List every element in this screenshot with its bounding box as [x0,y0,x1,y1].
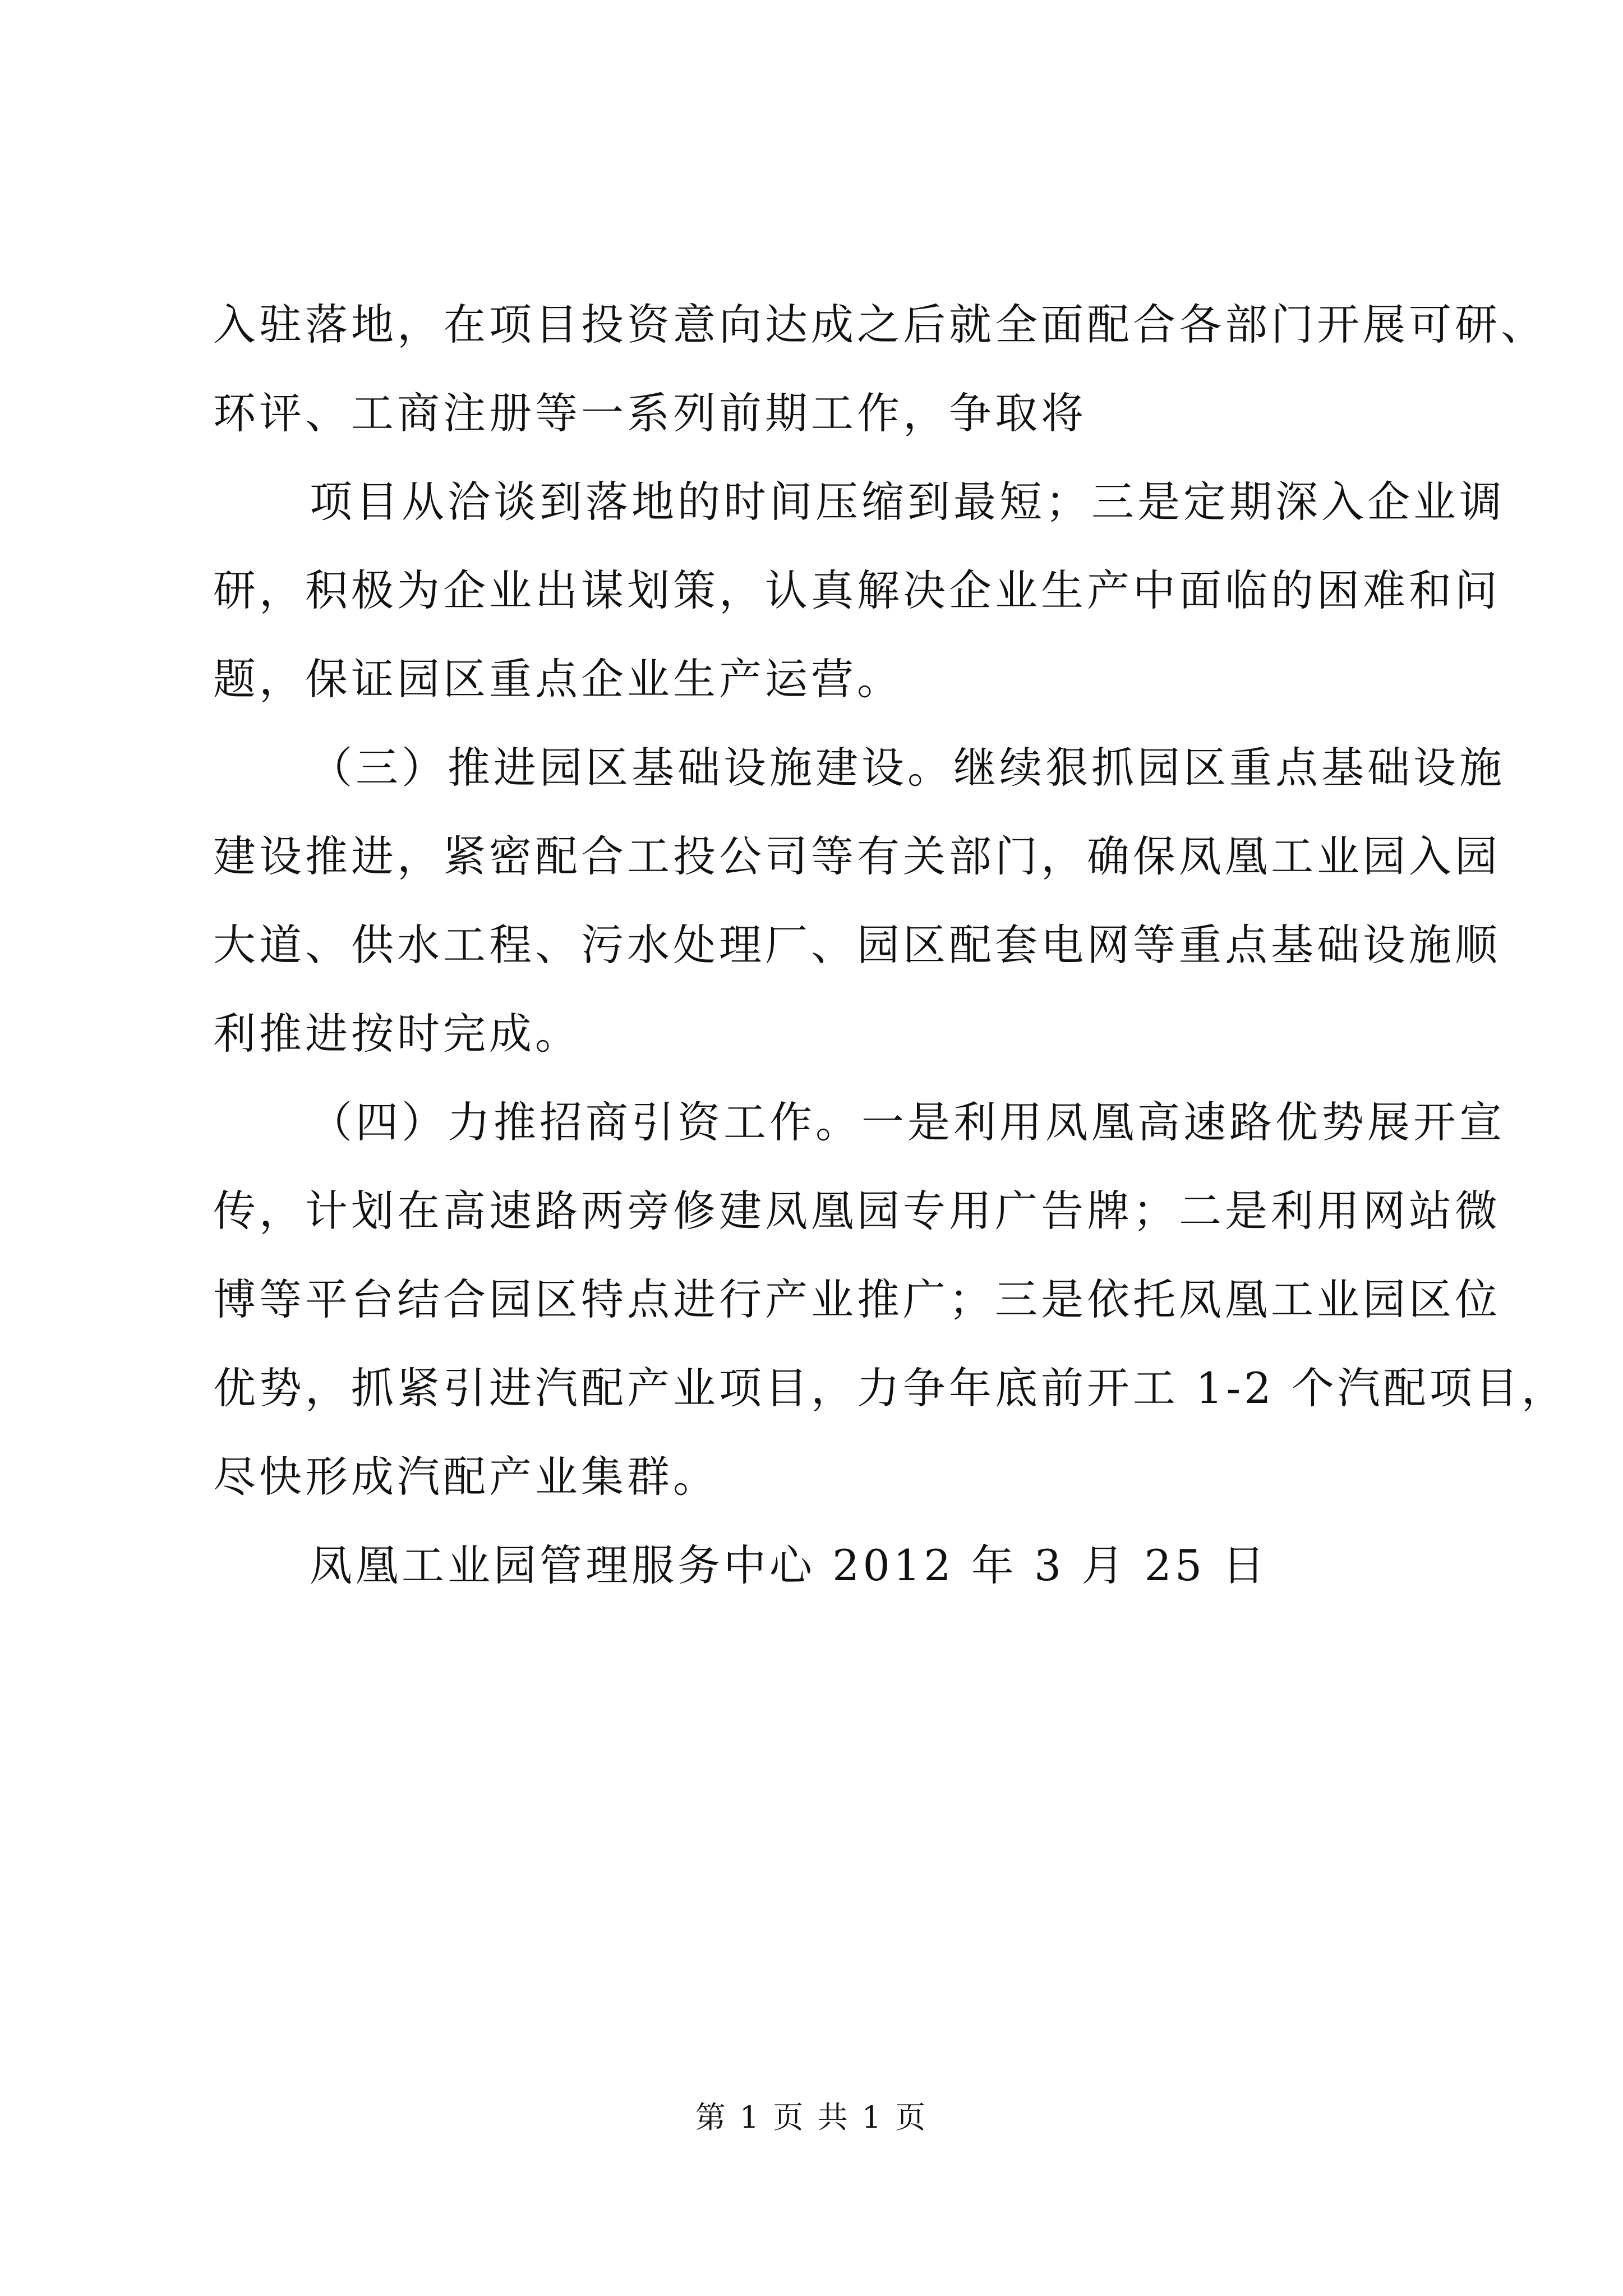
text-line: 传，计划在高速路两旁修建凤凰园专用广告牌；二是利用网站微 [213,1186,1501,1236]
section-heading-line: （三）推进园区基础设施建设。继续狠抓园区重点基础设施 [310,743,1505,793]
text-line: 研，积极为企业出谋划策，认真解决企业生产中面临的困难和问 [213,565,1501,615]
text-line: 项目从洽谈到落地的时间压缩到最短；三是定期深入企业调 [310,477,1505,527]
text-line: 入驻落地，在项目投资意向达成之后就全面配合各部门开展可研、 [213,300,1547,349]
page-footer: 第 1 页 共 1 页 [695,2100,928,2135]
text-line: 优势，抓紧引进汽配产业项目，力争年底前开工 1-2 个汽配项目， [213,1363,1567,1413]
text-line: 博等平台结合园区特点进行产业推广；三是依托凤凰工业园区位 [213,1274,1501,1324]
text-line: 尽快形成汽配产业集群。 [213,1452,719,1502]
signature-date-line: 凤凰工业园管理服务中心 2012 年 3 月 25 日 [310,1540,1269,1590]
text-line: 建设推进，紧密配合工投公司等有关部门，确保凤凰工业园入园 [213,831,1501,881]
document-body [213,280,1567,1610]
text-line: 大道、供水工程、污水处理厂、园区配套电网等重点基础设施顺 [213,920,1501,970]
text-line: 利推进按时完成。 [213,1009,581,1059]
text-line: 环评、工商注册等一系列前期工作，争取将 [213,388,1087,438]
section-heading-line: （四）力推招商引资工作。一是利用凤凰高速路优势展开宣 [310,1097,1505,1147]
text-line: 题，保证园区重点企业生产运营。 [213,654,903,704]
